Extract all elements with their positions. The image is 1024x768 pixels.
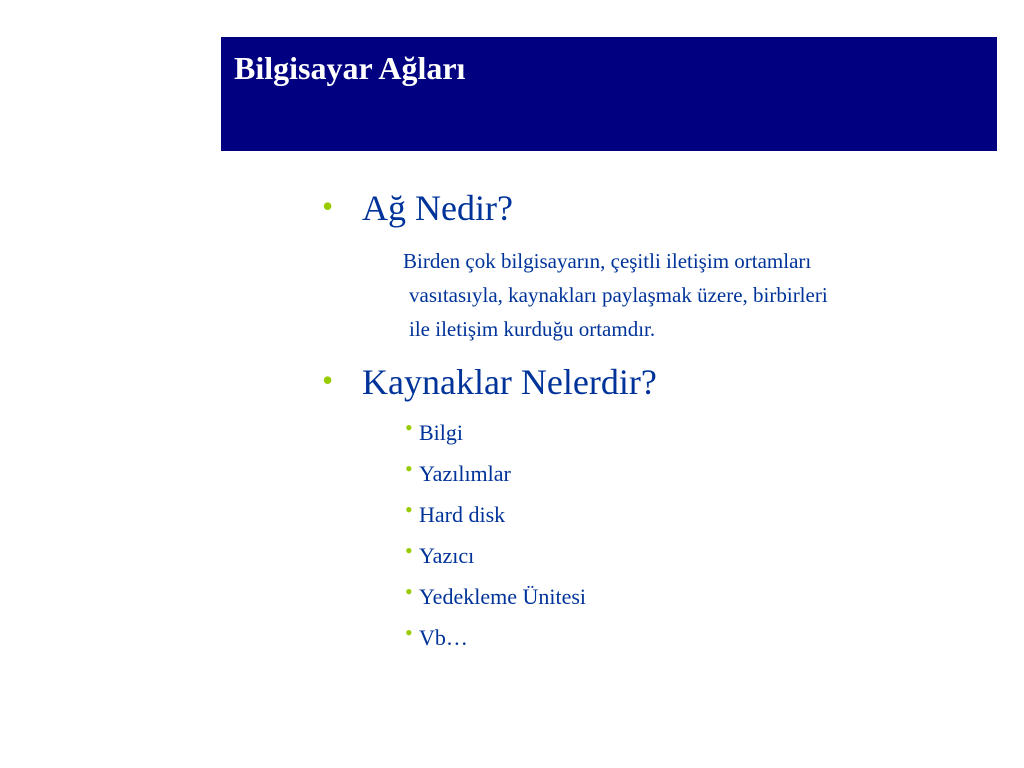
list-item-label: Yedekleme Ünitesi — [419, 584, 587, 609]
list-item-label: Hard disk — [419, 502, 506, 527]
list-item — [405, 499, 586, 540]
bullet-dot-icon: • — [405, 579, 413, 604]
bullet-heading: Kaynaklar Nelerdir? — [362, 362, 657, 402]
bullet-dot-icon: • — [405, 456, 413, 481]
bullet-dot-icon: • — [322, 362, 334, 398]
list-item — [405, 581, 586, 622]
list-item — [405, 540, 586, 581]
bullet-dot-icon: • — [322, 188, 334, 224]
resources-list — [405, 417, 586, 663]
definition-paragraph — [403, 244, 1003, 346]
bullet-dot-icon: • — [405, 620, 413, 645]
list-item — [405, 458, 586, 499]
slide-title: Bilgisayar Ağları — [234, 50, 466, 86]
bullet-dot-icon: • — [405, 497, 413, 522]
paragraph-line: ile iletişim kurduğu ortamdır. — [409, 317, 656, 341]
list-item — [405, 622, 586, 663]
bullet-network-definition — [322, 186, 513, 230]
list-item-label: Yazıcı — [419, 543, 475, 568]
title-bar — [221, 37, 997, 151]
bullet-resources — [322, 360, 657, 404]
list-item — [405, 417, 586, 458]
paragraph-line: vasıtasıyla, kaynakları paylaşmak üzere, birbirleri — [409, 283, 828, 307]
bullet-heading: Ağ Nedir? — [362, 188, 513, 228]
list-item-label: Yazılımlar — [419, 461, 511, 486]
paragraph-line: Birden çok bilgisayarın, çeşitli iletişim ortamları — [403, 249, 812, 273]
bullet-dot-icon: • — [405, 415, 413, 440]
list-item-label: Vb… — [419, 625, 468, 650]
list-item-label: Bilgi — [419, 420, 464, 445]
bullet-dot-icon: • — [405, 538, 413, 563]
